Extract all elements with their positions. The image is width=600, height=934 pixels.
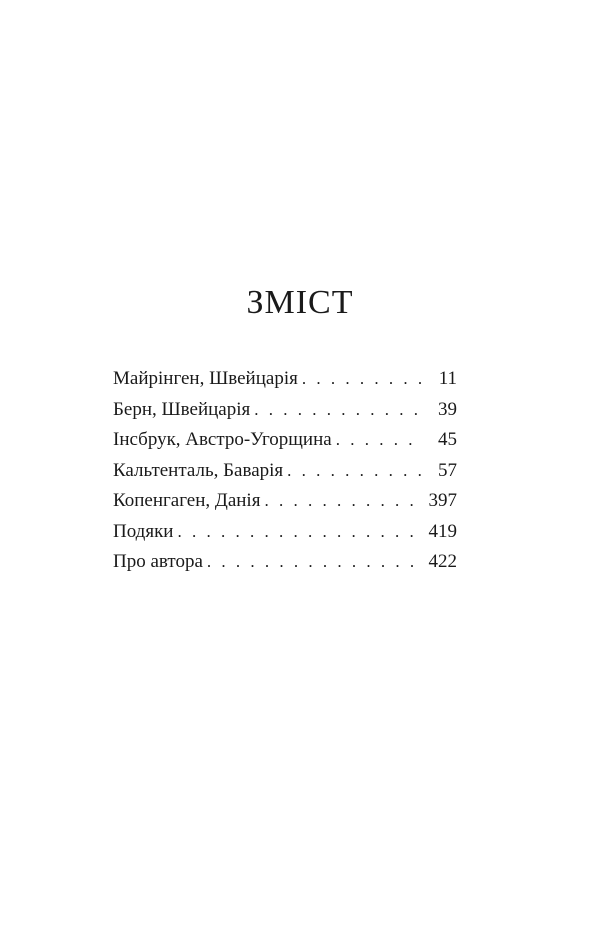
toc-list <box>113 364 457 578</box>
toc-entry-page: 422 <box>428 551 457 572</box>
toc-entry[interactable] <box>113 486 457 517</box>
toc-entry-page: 39 <box>438 398 457 420</box>
toc-title: ЗМІСТ <box>246 284 354 321</box>
dot-leader <box>287 456 423 487</box>
toc-entry-label: Про автора <box>113 551 203 572</box>
toc-entry[interactable] <box>113 425 457 456</box>
toc-entry-label: Копенгаген, Данія <box>113 490 261 511</box>
toc-entry-page: 57 <box>438 459 457 481</box>
dot-leader <box>336 425 423 456</box>
toc-entry-label: Інсбрук, Австро-Угорщина <box>113 429 332 450</box>
dot-leader <box>254 395 423 426</box>
toc-entry-label: Кальтенталь, Баварія <box>113 459 284 481</box>
toc-entry[interactable] <box>113 456 457 487</box>
dot-leader <box>264 486 422 517</box>
toc-entry-page: 397 <box>428 490 457 511</box>
toc-entry[interactable] <box>113 364 457 395</box>
dot-leader <box>302 364 423 395</box>
toc-entry-label: Майрінген, Швейцарія <box>113 368 298 389</box>
toc-entry-page: 419 <box>428 520 457 542</box>
toc-entry-page: 45 <box>438 429 457 450</box>
toc-entry-label: Подяки <box>113 520 174 542</box>
dot-leader <box>207 547 423 578</box>
toc-entry-page: 11 <box>438 368 457 389</box>
toc-entry[interactable] <box>113 395 457 426</box>
dot-leader <box>177 517 422 548</box>
toc-entry-label: Берн, Швейцарія <box>113 398 251 420</box>
toc-entry[interactable] <box>113 547 457 578</box>
toc-entry[interactable] <box>113 517 457 548</box>
